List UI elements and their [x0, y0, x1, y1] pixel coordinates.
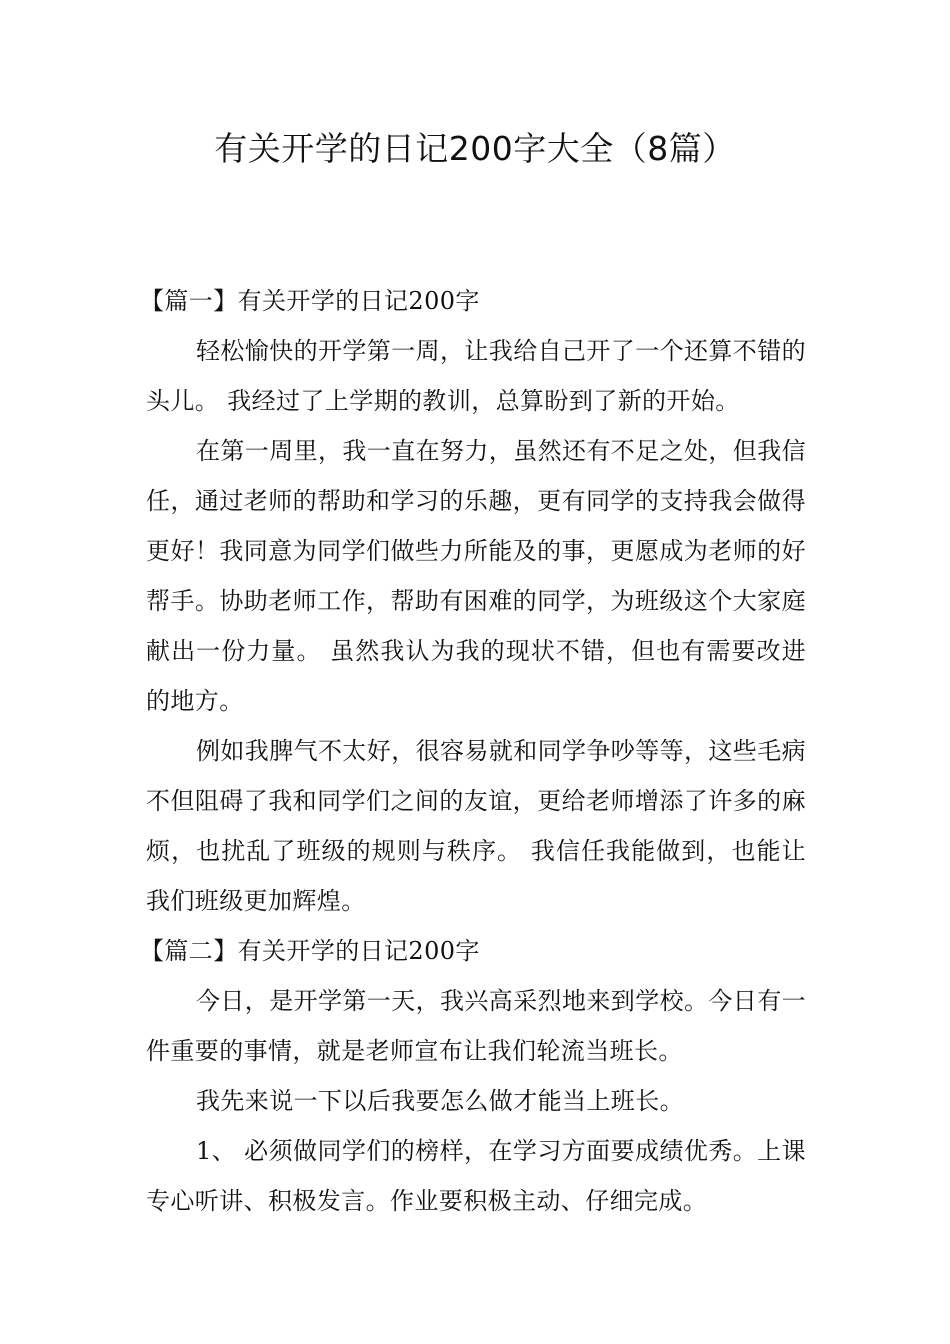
paragraph: 例如我脾气不太好，很容易就和同学争吵等等，这些毛病不但阻碍了我和同学们之间的友谊，更给老师增添了许多的麻烦，也扰乱了班级的规则与秩序。 我信任我能做到，也能让我们班级更加辉煌。 — [146, 737, 806, 915]
section-heading-1: 【篇一】有关开学的日记200字 — [140, 287, 480, 315]
document-title: 有关开学的日记200字大全（8篇） — [214, 129, 736, 168]
section-heading-2: 【篇二】有关开学的日记200字 — [140, 937, 480, 965]
document-body — [140, 276, 806, 1226]
paragraph: 在第一周里，我一直在努力，虽然还有不足之处，但我信任，通过老师的帮助和学习的乐趣，更有同学的支持我会做得更好！我同意为同学们做些力所能及的事，更愿成为老师的好帮手。协助老师工作，帮助有困难的同学，为班级这个大家庭献出一份力量。 虽然我认为我的现状不错，但也有需要改进的地方。 — [146, 437, 806, 715]
paragraph: 1、 必须做同学们的榜样，在学习方面要成绩优秀。上课专心听讲、积极发言。作业要积极主动、仔细完成。 — [146, 1137, 806, 1215]
paragraph: 轻松愉快的开学第一周，让我给自己开了一个还算不错的头儿。 我经过了上学期的教训，总算盼到了新的开始。 — [146, 337, 806, 415]
paragraph: 今日，是开学第一天，我兴高采烈地来到学校。今日有一件重要的事情，就是老师宣布让我们轮流当班长。 — [146, 987, 806, 1065]
paragraph: 我先来说一下以后我要怎么做才能当上班长。 — [196, 1087, 684, 1115]
